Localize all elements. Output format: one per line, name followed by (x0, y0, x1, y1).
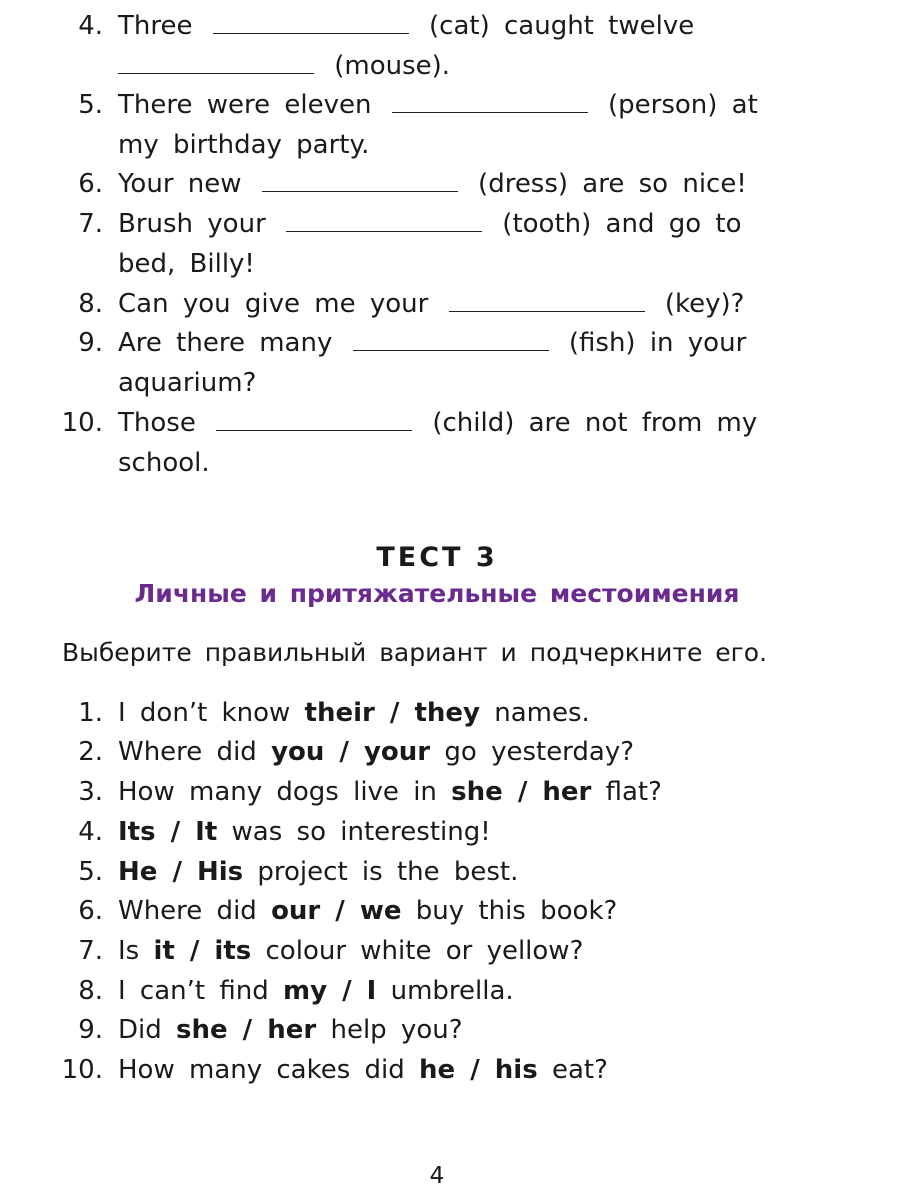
answer-blank[interactable] (216, 406, 412, 431)
choice-options[interactable]: my / I (283, 976, 377, 1006)
item-text-pre: I can’t find (118, 976, 269, 1006)
item-text-post: eat? (551, 1055, 608, 1085)
choice-options[interactable]: their / they (304, 698, 480, 728)
test-title: ТЕСТ 3 (376, 542, 498, 573)
item-text-pre: How many dogs live in (118, 777, 437, 807)
item-text-cont: bed, Billy! (118, 249, 255, 279)
answer-blank[interactable] (392, 88, 588, 113)
item-text-pre: There were eleven (118, 90, 372, 120)
choice-options[interactable]: He / His (118, 857, 244, 887)
test-subtitle: Личные и притяжательные местоимения (134, 579, 740, 608)
item-text-post: flat? (605, 777, 662, 807)
item-text-pre: Brush your (118, 209, 266, 239)
item-text-pre: Is (118, 936, 140, 966)
item-text-post: umbrella. (390, 976, 514, 1006)
item-number: 7. (78, 936, 103, 966)
item-text-post: project is the best. (257, 857, 519, 887)
item-text-post: was so interesting! (231, 817, 491, 847)
item-number: 1. (78, 698, 103, 728)
item-text-pre: Did (118, 1015, 162, 1045)
item-number: 5. (78, 90, 103, 120)
item-text-pre: Where did (118, 896, 257, 926)
item-number: 9. (78, 328, 103, 358)
item-text-cont: aquarium? (118, 368, 257, 398)
item-number: 4. (78, 817, 103, 847)
item-text-cont: school. (118, 448, 210, 478)
item-number: 8. (78, 289, 103, 319)
item-number: 2. (78, 737, 103, 767)
choice-options[interactable]: she / her (176, 1015, 317, 1045)
item-text-post: (tooth) and go to (502, 209, 742, 239)
item-number: 3. (78, 777, 103, 807)
item-text-post: buy this book? (415, 896, 618, 926)
item-number: 10. (61, 408, 103, 438)
item-text-post: names. (494, 698, 590, 728)
item-text-cont: (mouse). (334, 51, 451, 81)
item-text-pre: Are there many (118, 328, 333, 358)
test-instruction: Выберите правильный вариант и подчеркните его. (62, 638, 768, 667)
item-text-pre: I don’t know (118, 698, 291, 728)
answer-blank[interactable] (449, 287, 645, 312)
choice-options[interactable]: it / its (153, 936, 252, 966)
item-text-post: go yesterday? (444, 737, 635, 767)
item-text-post: (cat) caught twelve (429, 11, 695, 41)
choice-options[interactable]: he / his (419, 1055, 538, 1085)
item-text-post: colour white or yellow? (265, 936, 584, 966)
item-text-pre: Your new (118, 169, 242, 199)
choice-options[interactable]: Its / It (118, 817, 218, 847)
item-text-pre: How many cakes did (118, 1055, 405, 1085)
item-number: 6. (78, 169, 103, 199)
item-number: 8. (78, 976, 103, 1006)
item-text-post: (dress) are so nice! (478, 169, 747, 199)
item-number: 7. (78, 209, 103, 239)
item-text-post: (fish) in your (568, 328, 747, 358)
item-number: 9. (78, 1015, 103, 1045)
answer-blank[interactable] (262, 167, 458, 192)
choice-options[interactable]: you / your (271, 737, 431, 767)
item-text-pre: Where did (118, 737, 257, 767)
answer-blank[interactable] (353, 326, 549, 351)
answer-blank[interactable] (213, 9, 409, 34)
choice-options[interactable]: she / her (451, 777, 592, 807)
item-number: 4. (78, 11, 103, 41)
item-number: 10. (61, 1055, 103, 1085)
item-number: 6. (78, 896, 103, 926)
item-text-pre: Can you give me your (118, 289, 429, 319)
item-text-pre: Those (118, 408, 196, 438)
item-text-post: help you? (330, 1015, 463, 1045)
item-text-pre: Three (118, 11, 193, 41)
answer-blank-2[interactable] (118, 49, 314, 74)
item-text-post: (person) at (607, 90, 758, 120)
item-text-post: (key)? (664, 289, 745, 319)
item-text-cont: my birthday party. (118, 130, 370, 160)
item-number: 5. (78, 857, 103, 887)
item-text-post: (child) are not from my (432, 408, 758, 438)
answer-blank[interactable] (286, 207, 482, 232)
page-number: 4 (429, 1163, 445, 1189)
choice-options[interactable]: our / we (271, 896, 402, 926)
